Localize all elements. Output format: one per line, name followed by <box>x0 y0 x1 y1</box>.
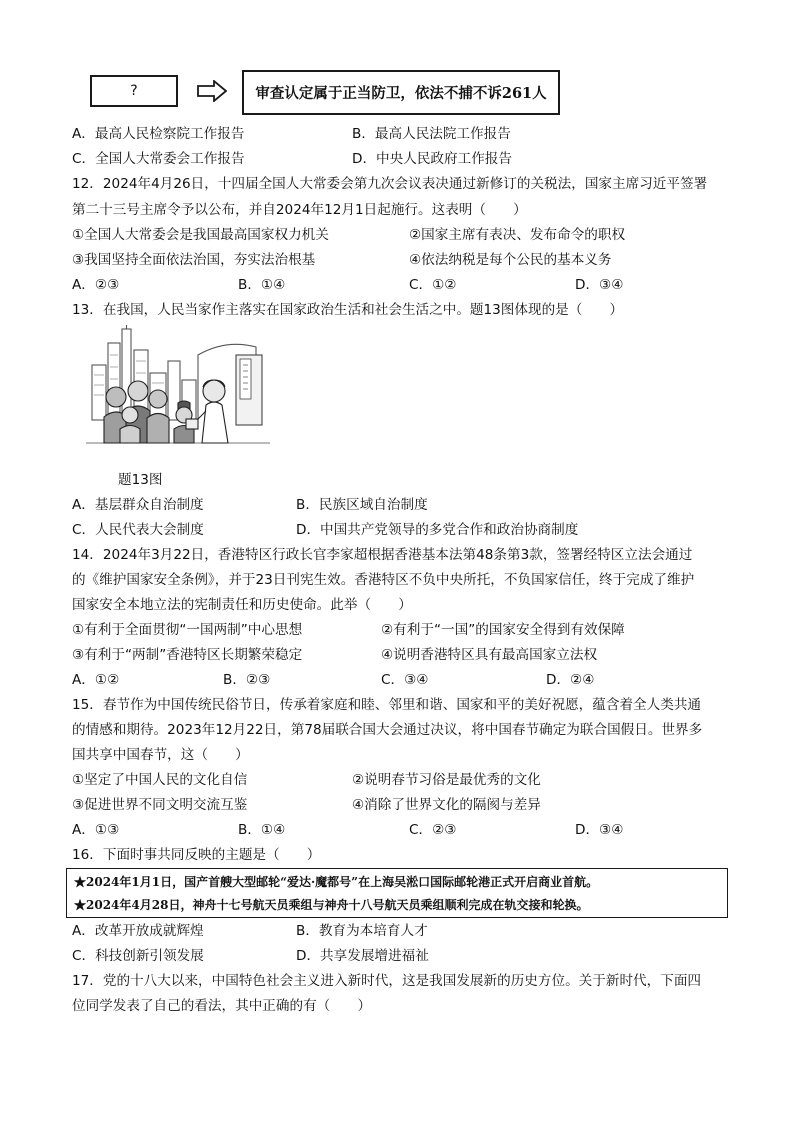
q13-stem: 13．在我国，人民当家作主落实在国家政治生活和社会生活之中。题13图体现的是（ ） <box>72 302 624 318</box>
question-mark-box <box>90 75 178 107</box>
q15-option-c: C．②③ <box>409 822 457 838</box>
q15-statement-1: ①坚定了中国人民的文化自信 <box>72 772 248 788</box>
q12-stem-line-1: 12．2024年4月26日，十四届全国人大常委会第九次会议表决通过新修订的关税法，国家主席习近平签署 <box>72 176 708 192</box>
question-mark-text: ? <box>130 83 138 99</box>
q13-option-a: A．基层群众自治制度 <box>72 497 204 513</box>
q15-option-a: A．①③ <box>72 822 120 838</box>
q12-option-b: B．①④ <box>238 277 286 293</box>
q11-option-b: B．最高人民法院工作报告 <box>352 126 511 142</box>
q14-statement-2: ②有利于“一国”的国家安全得到有效保障 <box>381 622 625 638</box>
q15-option-b: B．①④ <box>238 822 286 838</box>
q14-option-a: A．①② <box>72 672 120 688</box>
q15-statement-4: ④消除了世界文化的隔阂与差异 <box>352 797 541 813</box>
q16-option-c: C．科技创新引领发展 <box>72 948 204 964</box>
q13-option-b: B．民族区域自治制度 <box>296 497 428 513</box>
q12-statement-3: ③我国坚持全面依法治国，夯实法治根基 <box>72 252 316 268</box>
q17-stem-line-1: 17．党的十八大以来，中国特色社会主义进入新时代，这是我国发展新的历史方位。关于新时代，下面四 <box>72 973 702 989</box>
q13-cartoon-illustration <box>86 325 270 457</box>
q15-option-d: D．③④ <box>575 822 624 838</box>
q12-option-d: D．③④ <box>575 277 624 293</box>
verdict-text: 审查认定属于正当防卫，依法不捕不诉261人 <box>255 85 547 102</box>
q14-option-b: B．②③ <box>223 672 271 688</box>
q12-statement-4: ④依法纳税是每个公民的基本义务 <box>409 252 612 268</box>
q16-option-b: B．教育为本培育人才 <box>296 923 428 939</box>
right-arrow-icon <box>197 80 227 102</box>
q14-option-c: C．③④ <box>381 672 429 688</box>
q14-statement-3: ③有利于“两制”香港特区长期繁荣稳定 <box>72 647 303 663</box>
verdict-box <box>242 70 560 115</box>
q11-option-c: C．全国人大常委会工作报告 <box>72 151 245 167</box>
q11-option-a: A．最高人民检察院工作报告 <box>72 126 245 142</box>
q12-option-c: C．①② <box>409 277 457 293</box>
q14-statement-1: ①有利于全面贯彻“一国两制”中心思想 <box>72 622 303 638</box>
q16-option-a: A．改革开放成就辉煌 <box>72 923 204 939</box>
q15-stem-line-1: 15．春节作为中国传统民俗节日，传承着家庭和睦、邻里和谐、国家和平的美好祝愿，蕴含着全人类共通 <box>72 697 702 713</box>
q16-stem: 16．下面时事共同反映的主题是（ ） <box>72 847 321 863</box>
q12-option-a: A．②③ <box>72 277 120 293</box>
q13-option-c: C．人民代表大会制度 <box>72 522 204 538</box>
q14-stem-line-3: 国家安全本地立法的宪制责任和历史使命。此举（ ） <box>72 597 412 613</box>
q12-statement-2: ②国家主席有表决、发布命令的职权 <box>409 227 626 243</box>
q13-option-d: D．中国共产党领导的多党合作和政治协商制度 <box>296 522 579 538</box>
q15-statement-2: ②说明春节习俗是最优秀的文化 <box>352 772 541 788</box>
q12-statement-1: ①全国人大常委会是我国最高国家权力机关 <box>72 227 329 243</box>
q15-statement-3: ③促进世界不同文明交流互鉴 <box>72 797 248 813</box>
q12-stem-line-2: 第二十三号主席令予以公布，并自2024年12月1日起施行。这表明（ ） <box>72 202 527 218</box>
q14-stem-line-1: 14．2024年3月22日，香港特区行政长官李家超根据香港基本法第48条第3款，签署经特区立法会通过 <box>72 547 693 563</box>
q13-figure-caption: 题13图 <box>118 472 163 488</box>
q16-news-box <box>66 868 728 918</box>
q15-stem-line-2: 的情感和期待。2023年12月22日，第78届联合国大会通过决议，将中国春节确定为联合国假日。世界多 <box>72 722 703 738</box>
q15-stem-line-3: 国共享中国春节，这（ ） <box>72 747 249 763</box>
q16-news-item-2: ★2024年4月28日，神舟十七号航天员乘组与神舟十八号航天员乘组顺利完成在轨交接和轮换。 <box>74 898 589 912</box>
q14-option-d: D．②④ <box>546 672 595 688</box>
q14-statement-4: ④说明香港特区具有最高国家立法权 <box>381 647 598 663</box>
q14-stem-line-2: 的《维护国家安全条例》，并于23日刊宪生效。香港特区不负中央所托，不负国家信任，终于完成了维护 <box>72 572 695 588</box>
q16-option-d: D．共享发展增进福祉 <box>296 948 429 964</box>
q16-news-item-1: ★2024年1月1日，国产首艘大型邮轮“爱达·魔都号”在上海吴淞口国际邮轮港正式开启商业首航。 <box>74 875 599 889</box>
q17-stem-line-2: 位同学发表了自己的看法，其中正确的有（ ） <box>72 998 372 1014</box>
q11-option-d: D．中央人民政府工作报告 <box>352 151 512 167</box>
